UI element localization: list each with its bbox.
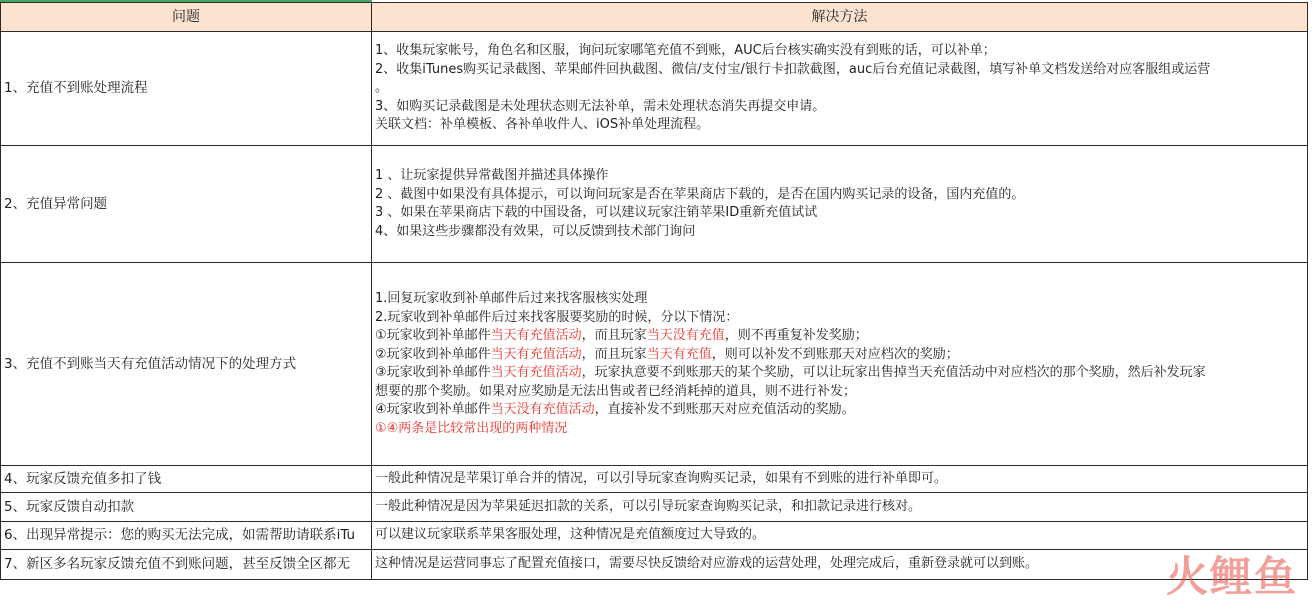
- question-cell[interactable]: 2、充值异常问题: [1, 146, 372, 263]
- question-cell[interactable]: 4、玩家反馈充值多扣了钱: [1, 466, 372, 493]
- answer-cell[interactable]: 这种情况是运营同事忘了配置充值接口，需要尽快反馈给对应游戏的运营处理，处理完成后，重新登录就可以到账。: [372, 550, 1308, 580]
- answer-line: 。: [375, 80, 389, 96]
- answer-line: 2、收集iTunes购买记录截图、苹果邮件回执截图、微信/支付宝/银行卡扣款截图，auc后台充值记录截图，填写补单文档发送给对应客服组或运营: [375, 61, 1211, 77]
- question-cell[interactable]: 5、玩家反馈自动扣款: [1, 493, 372, 522]
- answer-line: 1.回复玩家收到补单邮件后过来找客服核实处理: [375, 291, 648, 306]
- answer-cell[interactable]: 一般此种情况是因为苹果延迟扣款的关系，可以引导玩家查询购买记录，和扣款记录进行核对。: [372, 493, 1308, 522]
- answer-line: 1 、让玩家提供异常截图并描述具体操作: [375, 168, 609, 183]
- case-4-line: ④玩家收到补单邮件当天没有充值活动，直接补发不到账那天对应充值活动的奖励。: [375, 402, 855, 417]
- table-row: [1, 466, 1308, 493]
- question-cell[interactable]: 7、新区多名玩家反馈充值不到账问题，甚至反馈全区都无: [1, 550, 372, 580]
- header-row: [1, 3, 1308, 32]
- answer-line: 4、如果这些步骤都没有效果，可以反馈到技术部门询问: [375, 223, 696, 239]
- case-2-line: ②玩家收到补单邮件当天有充值活动，而且玩家当天有充值，则可以补发不到账那天对应档次的奖励；: [375, 346, 959, 362]
- answer-cell[interactable]: [372, 263, 1308, 466]
- question-cell[interactable]: 1、充值不到账处理流程: [1, 32, 372, 146]
- table-row: [1, 522, 1308, 550]
- case-3-line: ③玩家收到补单邮件当天有充值活动，玩家执意要不到账那天的某个奖励，可以让玩家出售掉当天充值活动中对应档次的那个奖励，然后补发玩家: [375, 365, 1206, 380]
- header-solution[interactable]: 解决方法: [372, 3, 1308, 32]
- question-cell[interactable]: 3、充值不到账当天有充值活动情况下的处理方式: [1, 263, 372, 466]
- answer-cell[interactable]: 可以建议玩家联系苹果客服处理，这种情况是充值额度过大导致的。: [372, 522, 1308, 550]
- answer-line: 3、如购买记录截图是未处理状态则无法补单，需未处理状态消失再提交申请。: [375, 98, 826, 114]
- answer-cell[interactable]: [372, 146, 1308, 263]
- table-row: [1, 263, 1308, 466]
- question-cell[interactable]: 6、出现异常提示：您的购买无法完成，如需帮助请联系iTu: [1, 522, 372, 550]
- table-row: [1, 32, 1308, 146]
- case-1-line: ①玩家收到补单邮件当天有充值活动，而且玩家当天没有充值，则不再重复补发奖励；: [375, 328, 868, 343]
- case-3-continued-line: 想要的那个奖励。如果对应奖励是无法出售或者已经消耗掉的道具，则不进行补发；: [375, 383, 857, 399]
- answer-line: 2.玩家收到补单邮件后过来找客服要奖励的时候，分以下情况：: [375, 309, 739, 325]
- answer-line: 3 、如果在苹果商店下载的中国设备，可以建议玩家注销苹果ID重新充值试试: [375, 205, 818, 220]
- answer-line: 1、收集玩家帐号，角色名和区服，询问玩家哪笔充值不到账，AUC后台核实确实没有到账的话，可以补单；: [375, 43, 996, 59]
- table-row: [1, 550, 1308, 580]
- answer-cell[interactable]: [372, 32, 1308, 146]
- table-row: [1, 146, 1308, 263]
- watermark-logo: 火鲤鱼: [1165, 552, 1298, 601]
- answer-line: 关联文档：补单模板、各补单收件人、iOS补单处理流程。: [375, 117, 710, 133]
- table-row: [1, 493, 1308, 522]
- header-question[interactable]: 问题: [1, 3, 372, 32]
- faq-table: [0, 2, 1308, 580]
- note-line: ①④两条是比较常出现的两种情况: [375, 420, 568, 436]
- answer-cell[interactable]: 一般此种情况是苹果订单合并的情况，可以引导玩家查询购买记录，如果有不到账的进行补单即可。: [372, 466, 1308, 493]
- answer-line: 2 、截图中如果没有具体提示，可以询问玩家是否在苹果商店下载的，是否在国内购买记录的设备，国内充值的。: [375, 186, 1025, 202]
